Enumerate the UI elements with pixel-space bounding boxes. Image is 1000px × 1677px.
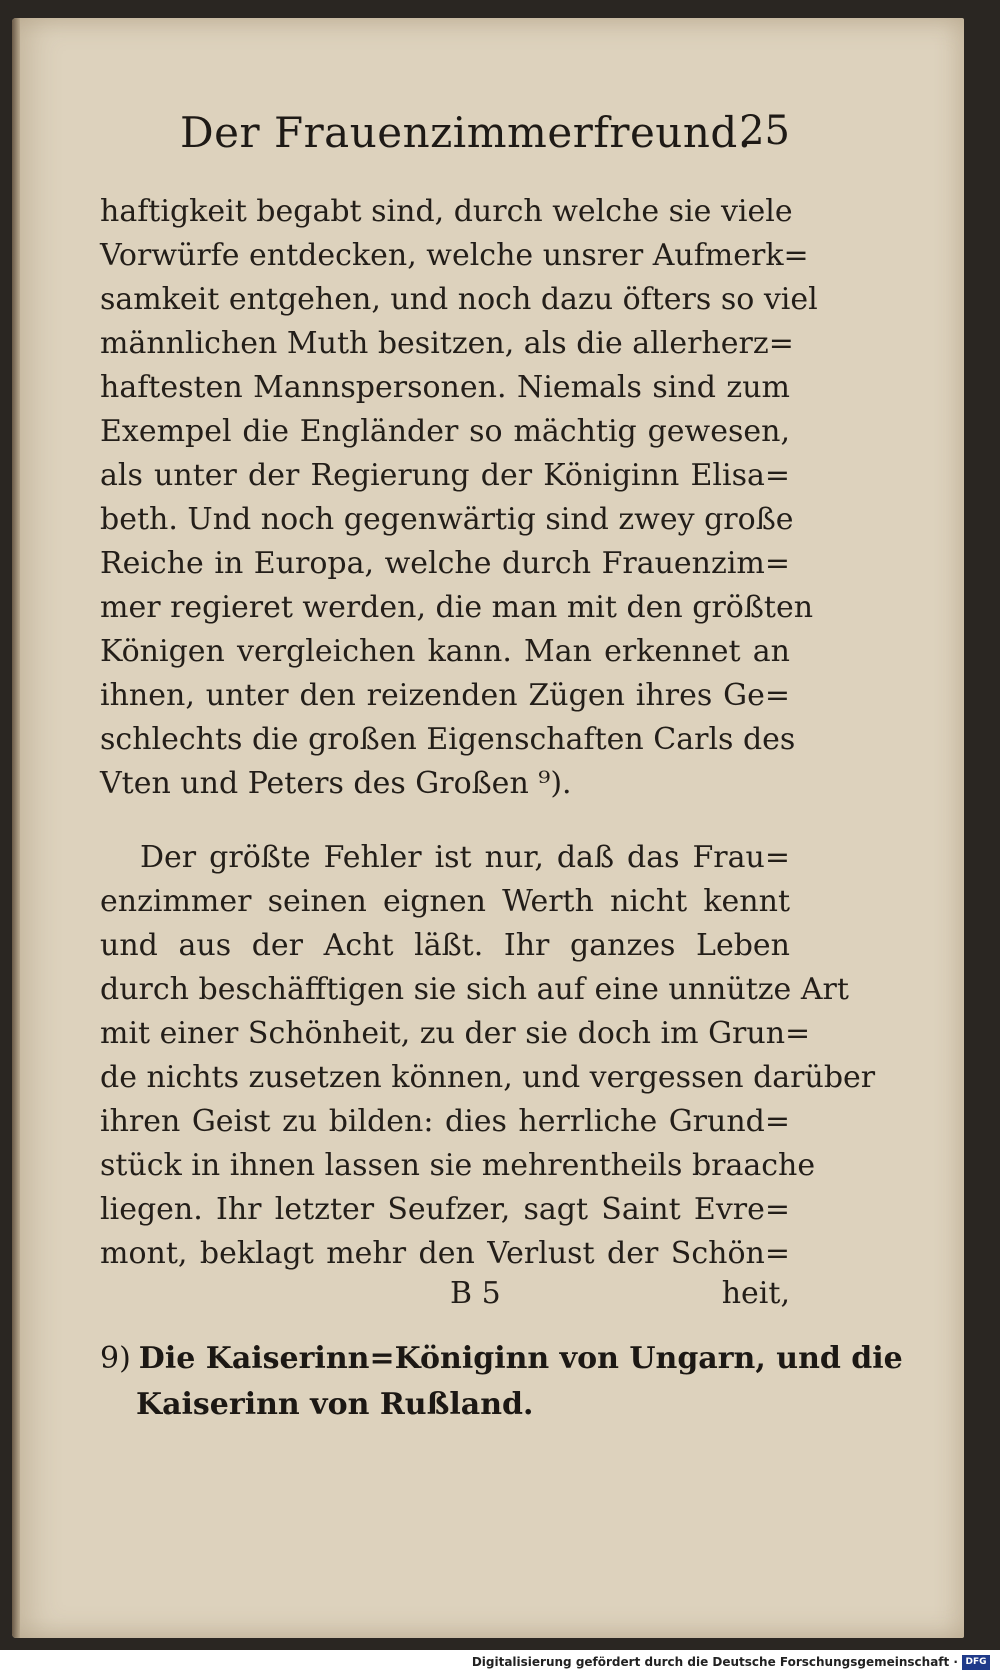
text-line: mer regieret werden, die man mit den größten (100, 590, 814, 625)
footnote-9 (100, 1336, 903, 1382)
catchword: heit, (721, 1276, 790, 1311)
page-header (180, 108, 790, 178)
text-line: Vorwürfe entdecken, welche unsrer Aufmerk= (100, 238, 809, 273)
text-line: und aus der Acht läßt. Ihr ganzes Leben (100, 928, 790, 963)
text-line: ihnen, unter den reizenden Zügen ihres Ge= (100, 678, 790, 713)
text-line: samkeit entgehen, und noch dazu öfters so viel (100, 282, 818, 317)
body-text (100, 190, 876, 1276)
text-line: als unter der Regierung der Königinn Elisa= (100, 458, 790, 493)
footnote-continuation (100, 1382, 800, 1428)
running-head: Der Frauenzimmerfreund. (180, 108, 752, 157)
footnotes (100, 1336, 903, 1428)
footnote-line: Kaiserinn von Rußland. (136, 1387, 534, 1422)
text-line: Reiche in Europa, welche durch Frauenzim= (100, 546, 790, 581)
text-line: schlechts die großen Eigenschaften Carls des (100, 722, 796, 757)
page-edge (12, 18, 20, 1638)
digitization-footer (0, 1650, 1000, 1677)
text-line: haftesten Mannspersonen. Niemals sind zum (100, 370, 790, 405)
paragraph-2 (100, 836, 876, 1276)
text-line: mont, beklagt mehr den Verlust der Schön= (100, 1236, 790, 1271)
footnote-marker: 9) (100, 1341, 131, 1376)
paragraph-1 (100, 190, 818, 806)
text-line: stück in ihnen lassen sie mehrentheils braache (100, 1148, 816, 1183)
text-line: mit einer Schönheit, zu der sie doch im Grun= (100, 1016, 811, 1051)
text-line: Königen vergleichen kann. Man erkennet an (100, 634, 790, 669)
text-line: de nichts zusetzen können, und vergessen darüber (100, 1060, 876, 1095)
text-line: enzimmer seinen eignen Werth nicht kennt (100, 884, 790, 919)
paragraph-gap (100, 806, 790, 836)
footnote-line: Die Kaiserinn=Königinn von Ungarn, und die (138, 1341, 903, 1376)
page-number: 25 (739, 108, 790, 154)
signature-row (100, 1272, 790, 1316)
text-line: männlichen Muth besitzen, als die allerherz= (100, 326, 794, 361)
text-line: Vten und Peters des Großen ⁹). (100, 766, 572, 801)
funding-credit: Digitalisierung gefördert durch die Deutsche Forschungsgemeinschaft · (471, 1655, 958, 1669)
text-line: Der größte Fehler ist nur, daß das Frau= (140, 840, 790, 875)
text-line: beth. Und noch gegenwärtig sind zwey große (100, 502, 794, 537)
dfg-logo: DFG (962, 1655, 990, 1670)
signature-mark: B 5 (450, 1276, 501, 1311)
text-line: liegen. Ihr letzter Seufzer, sagt Saint Evre= (100, 1192, 790, 1227)
text-line: durch beschäfftigen sie sich auf eine unnütze Art (100, 972, 849, 1007)
text-line: ihren Geist zu bilden: dies herrliche Grund= (100, 1104, 790, 1139)
text-line: Exempel die Engländer so mächtig gewesen, (100, 414, 790, 449)
text-line: haftigkeit begabt sind, durch welche sie viele (100, 194, 793, 229)
